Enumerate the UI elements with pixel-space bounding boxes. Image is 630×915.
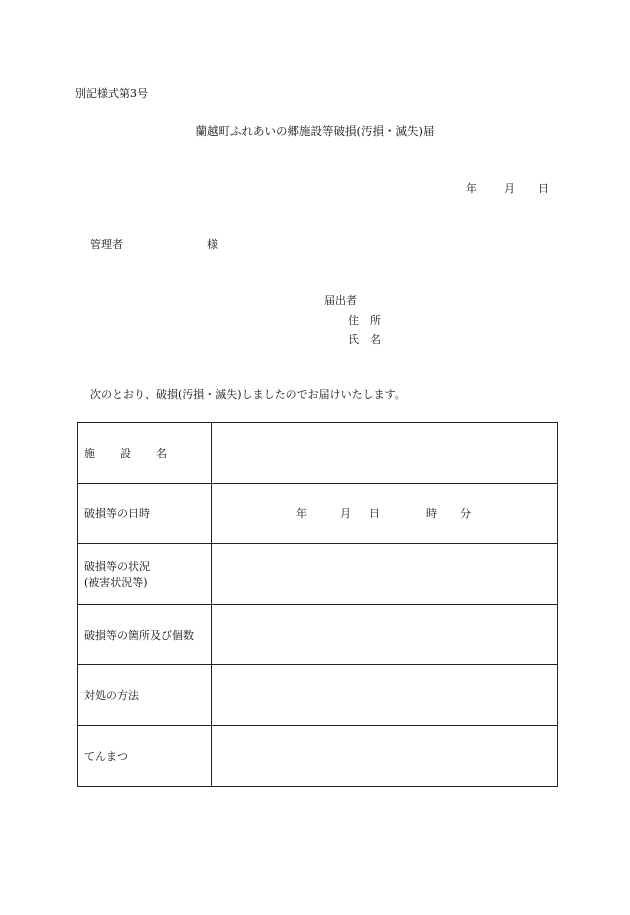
table-row: [78, 544, 558, 605]
table-row: [78, 665, 558, 726]
damage-status-field[interactable]: [212, 544, 558, 605]
date-day-label: 日: [538, 182, 549, 195]
damage-location-label: 破損等の箇所及び個数: [78, 604, 212, 665]
submission-date: [466, 180, 549, 196]
response-method-field[interactable]: [212, 665, 558, 726]
datetime-hour-label: 時: [426, 507, 437, 521]
damage-datetime-label: 破損等の日時: [78, 483, 212, 544]
facility-name-label: 施 設 名: [78, 423, 212, 484]
document-title: 蘭越町ふれあいの郷施設等破損(汚損・滅失)届: [195, 124, 435, 138]
table-row: [78, 725, 558, 786]
circumstances-label: てんまつ: [78, 725, 212, 786]
damage-report-table: [77, 422, 558, 787]
table-row: [78, 423, 558, 484]
notifier-label: 届出者: [324, 294, 357, 307]
table-row: [78, 604, 558, 665]
date-year-label: 年: [466, 182, 477, 195]
date-month-label: 月: [504, 182, 515, 195]
form-number: 別記様式第3号: [75, 87, 148, 100]
damage-status-label: 破損等の状況 (被害状況等): [78, 544, 212, 605]
table-row: [78, 483, 558, 544]
datetime-month-label: 月: [340, 507, 351, 521]
datetime-day-label: 日: [369, 507, 380, 521]
datetime-minute-label: 分: [460, 507, 471, 521]
statement-text: 次のとおり、破損(汚損・滅失)しましたのでお届けいたします。: [90, 388, 406, 401]
addressee-honorific: 様: [207, 238, 218, 251]
circumstances-field[interactable]: [212, 725, 558, 786]
addressee-label: 管理者: [90, 238, 123, 251]
notifier-address-label: 住 所: [348, 314, 381, 327]
datetime-year-label: 年: [296, 507, 307, 521]
response-method-label: 対処の方法: [78, 665, 212, 726]
facility-name-field[interactable]: [212, 423, 558, 484]
damage-datetime-field[interactable]: [212, 483, 558, 544]
notifier-name-label: 氏 名: [348, 333, 381, 346]
damage-location-field[interactable]: [212, 604, 558, 665]
